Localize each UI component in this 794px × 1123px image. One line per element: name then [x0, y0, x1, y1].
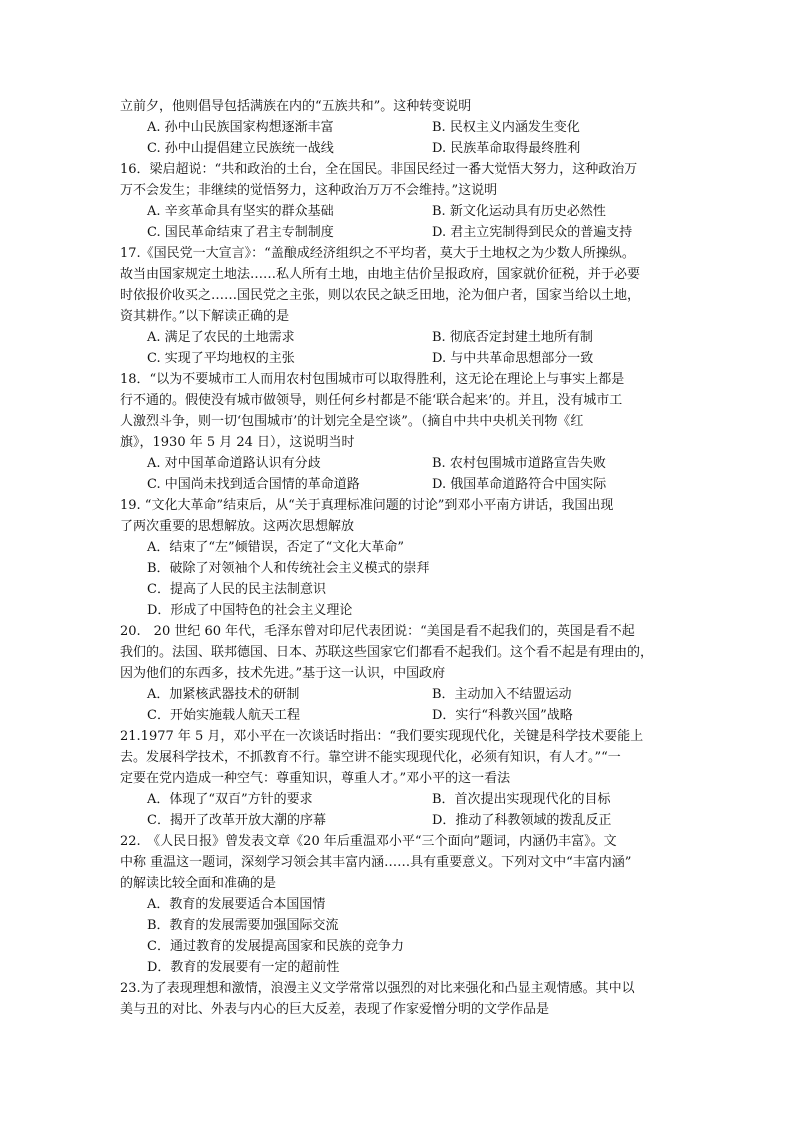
q17-option-a: A. 满足了农民的土地需求: [147, 330, 295, 345]
q18-options-row-1: [120, 453, 680, 474]
q15-option-d: D. 民族革命取得最终胜利: [432, 141, 581, 156]
q18-stem-line: 18．“以为不要城市工人而用农村包围城市可以取得胜利，这无论在理论上与事实上都是: [120, 372, 625, 387]
q17-option-d: D. 与中共革命思想部分一致: [432, 351, 594, 366]
q18-stem-line: 人激烈斗争，则一切‘包围城市’的计划完全是空谈”。（摘自中共中央机关刊物《红: [120, 414, 584, 429]
q23-stem-line: 23.为了表现理想和激情，浪漫主义文学常常以强烈的对比来强化和凸显主观情感。其中以: [120, 981, 635, 996]
q19-stem-line: 19. “文化大革命”结束后，从“关于真理标准问题的讨论”到邓小平南方讲话，我国出现: [120, 498, 614, 513]
q21-option-a: A．体现了“双百”方针的要求: [147, 792, 313, 807]
q16-option-c: C. 国民革命结束了君主专制制度: [147, 225, 334, 240]
q21-option-d: D．推动了科教领域的拨乱反正: [432, 813, 612, 828]
q15-options-row-1: [120, 117, 680, 138]
q20-stem-line: 我们的。法国、联邦德国、日本、苏联这些国家它们都看不起我们。这个看不起是有理由的，: [120, 645, 654, 660]
q19-option-d: D．形成了中国特色的社会主义理论: [147, 603, 353, 618]
q21-stem-line: 去。发展科学技术，不抓教育不行。靠空讲不能实现现代化，必须有知识，有人才。”“一: [120, 750, 621, 765]
q18-option-a: A. 对中国革命道路认识有分歧: [147, 456, 321, 471]
q16-stem-line: 万不会发生；非继续的觉悟努力，这种政治万万不会维持。”这说明: [120, 183, 498, 198]
q22-option-a: A．教育的发展要适合本国国情: [147, 897, 326, 912]
q15-option-c: C. 孙中山提倡建立民族统一战线: [147, 141, 334, 156]
q17-stem-line: 时依报价收买之……国民党之主张，则以农民之缺乏田地，沦为佃户者，国家当给以土地，: [120, 288, 641, 303]
q20-option-d: D．实行“科教兴国”战略: [432, 708, 573, 723]
q17-options-row-1: [120, 327, 680, 348]
q16-option-d: D. 君主立宪制得到民众的普遍支持: [432, 225, 633, 240]
q15-options-row-2: [120, 138, 680, 159]
q21-options-row-1: [120, 789, 680, 810]
q16-options-row-2: [120, 222, 680, 243]
q16-option-b: B. 新文化运动具有历史必然性: [432, 204, 606, 219]
q22-option-c: C．通过教育的发展提高国家和民族的竞争力: [147, 939, 404, 954]
q19-option-b: B．破除了对领袖个人和传统社会主义模式的崇拜: [147, 561, 430, 576]
q17-option-b: B. 彻底否定封建土地所有制: [432, 330, 593, 345]
q20-stem-line: 因为他们的东西多，技术先进。”基于这一认识，中国政府: [120, 666, 446, 681]
q21-stem-line: 21.1977 年 5 月，邓小平在一次谈话时指出：“我们要实现现代化，关键是科学技术要能上: [120, 729, 644, 744]
q17-options-row-2: [120, 348, 680, 369]
q22-stem-line: 22. 《人民日报》曾发表文章《20 年后重温邓小平“三个面向”题词，内涵仍丰富》。文: [120, 834, 617, 849]
q18-option-c: C. 中国尚未找到适合国情的革命道路: [147, 477, 360, 492]
q19-stem-line: 了两次重要的思想解放。这两次思想解放: [120, 519, 355, 534]
q17-stem-line: 17.《国民党一大宣言》：“盖酿成经济组织之不平均者，莫大于土地权之为少数人所操纵。: [120, 246, 635, 261]
q15-stem-tail: 立前夕，他则倡导包括满族在内的“五族共和”。这种转变说明: [120, 99, 472, 114]
q19-option-a: A．结束了“左”倾错误，否定了“文化大革命”: [147, 540, 404, 555]
q17-option-c: C. 实现了平均地权的主张: [147, 351, 295, 366]
q17-stem-line: 故当由国家规定土地法……私人所有土地，由地主估价呈报政府，国家就价征税，并于必要: [120, 267, 641, 282]
q20-option-a: A．加紧核武器技术的研制: [147, 687, 300, 702]
q20-options-row-2: [120, 705, 680, 726]
q19-option-c: C．提高了人民的民主法制意识: [147, 582, 326, 597]
q16-option-a: A. 辛亥革命具有坚实的群众基础: [147, 204, 334, 219]
q18-option-b: B. 农村包围城市道路宣告失败: [432, 456, 606, 471]
exam-page: [120, 96, 680, 1020]
q21-options-row-2: [120, 810, 680, 831]
q18-option-d: D. 俄国革命道路符合中国实际: [432, 477, 607, 492]
q22-stem-line: 的解读比较全面和准确的是: [120, 876, 277, 891]
q18-stem-line: 行不通的。假使没有城市做领导，则任何乡村都是不能‘联合起来’的。并且，没有城市工: [120, 393, 623, 408]
q20-options-row-1: [120, 684, 680, 705]
q18-options-row-2: [120, 474, 680, 495]
q21-option-b: B．首次提出实现现代化的目标: [432, 792, 611, 807]
q22-option-d: D．教育的发展要有一定的超前性: [147, 960, 340, 975]
q17-stem-line: 资其耕作。”以下解读正确的是: [120, 309, 290, 324]
q22-option-b: B．教育的发展需要加强国际交流: [147, 918, 339, 933]
q20-option-c: C．开始实施载人航天工程: [147, 708, 300, 723]
q20-stem-line: 20. 20 世纪 60 年代，毛泽东曾对印尼代表团说：“美国是看不起我们的，英国是看不起: [120, 624, 635, 639]
q15-option-b: B. 民权主义内涵发生变化: [432, 120, 580, 135]
q22-stem-line: 中称 重温这一题词，深刻学习领会其丰富内涵……具有重要意义。下列对文中“丰富内涵”: [120, 855, 632, 870]
q23-stem-line: 美与丑的对比、外表与内心的巨大反差，表现了作家爱憎分明的文学作品是: [120, 1002, 550, 1017]
q15-option-a: A. 孙中山民族国家构想逐渐丰富: [147, 120, 334, 135]
q21-stem-line: 定要在党内造成一种空气：尊重知识，尊重人才。”邓小平的这一看法: [120, 771, 511, 786]
q20-option-b: B．主动加入不结盟运动: [432, 687, 572, 702]
q16-stem-line: 16．梁启超说：“共和政治的土台，全在国民。非国民经过一番大觉悟大努力，这种政治万: [120, 162, 638, 177]
q16-options-row-1: [120, 201, 680, 222]
q21-option-c: C．揭开了改革开放大潮的序幕: [147, 813, 326, 828]
q18-stem-line: 旗》，1930 年 5 月 24 日），这说明当时: [120, 435, 355, 450]
